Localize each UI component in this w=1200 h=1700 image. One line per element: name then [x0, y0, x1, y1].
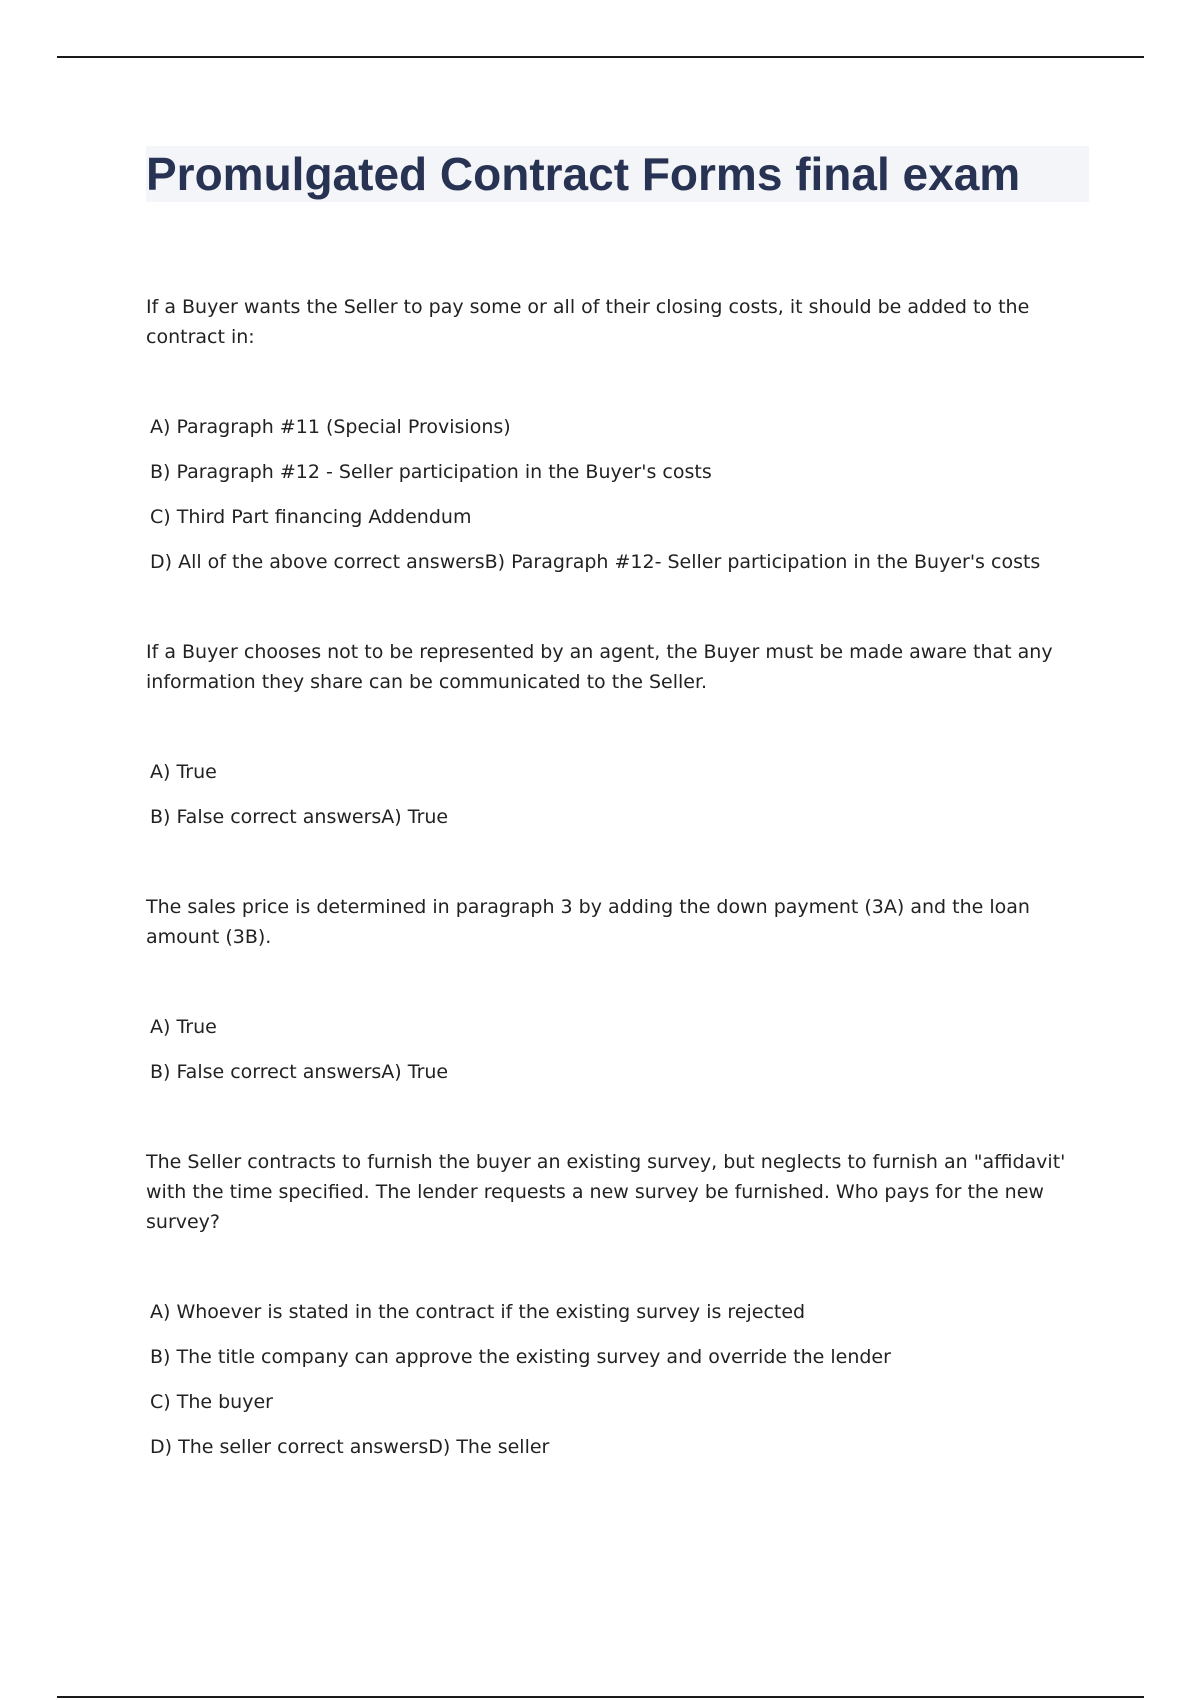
question-4: [146, 1147, 1096, 1462]
answer-option: B) False correct answersA) True: [150, 1061, 449, 1083]
answer-option: B) Paragraph #12 - Seller participation in the Buyer's costs: [150, 461, 712, 483]
title-block: [146, 146, 1089, 202]
question-text: If a Buyer wants the Seller to pay some or all of their closing costs, it should be added to the contract in:: [146, 296, 1030, 348]
answer-options: [146, 412, 1096, 577]
answer-option: A) True: [150, 1016, 217, 1038]
answer-option: D) The seller correct answersD) The seller: [150, 1436, 550, 1458]
answer-option: B) False correct answersA) True: [150, 806, 449, 828]
bottom-rule: [57, 1696, 1144, 1698]
answer-options: [146, 1012, 1096, 1087]
answer-option: B) The title company can approve the existing survey and override the lender: [150, 1346, 891, 1368]
question-list: [146, 292, 1096, 1522]
question-text: The sales price is determined in paragraph 3 by adding the down payment (3A) and the loan amount (3B).: [146, 896, 1030, 948]
document-title: Promulgated Contract Forms final exam: [146, 148, 1021, 200]
answer-option: A) Whoever is stated in the contract if the existing survey is rejected: [150, 1301, 806, 1323]
answer-option: C) Third Part financing Addendum: [150, 506, 472, 528]
question-2: [146, 637, 1096, 832]
answer-option: A) True: [150, 761, 217, 783]
answer-option: D) All of the above correct answersB) Paragraph #12- Seller participation in the Buyer's costs: [150, 551, 1041, 573]
question-text: If a Buyer chooses not to be represented by an agent, the Buyer must be made aware that any information they share can be communicated to the Seller.: [146, 641, 1053, 693]
question-1: [146, 292, 1096, 577]
question-3: [146, 892, 1096, 1087]
answer-options: [146, 757, 1096, 832]
answer-options: [146, 1297, 1096, 1462]
answer-option: C) The buyer: [150, 1391, 273, 1413]
top-rule: [57, 56, 1144, 58]
question-text: The Seller contracts to furnish the buyer an existing survey, but neglects to furnish an "affidavit' with the time specified. The lender requests a new survey be furnished. Who pays for the new survey?: [146, 1151, 1066, 1233]
answer-option: A) Paragraph #11 (Special Provisions): [150, 416, 511, 438]
